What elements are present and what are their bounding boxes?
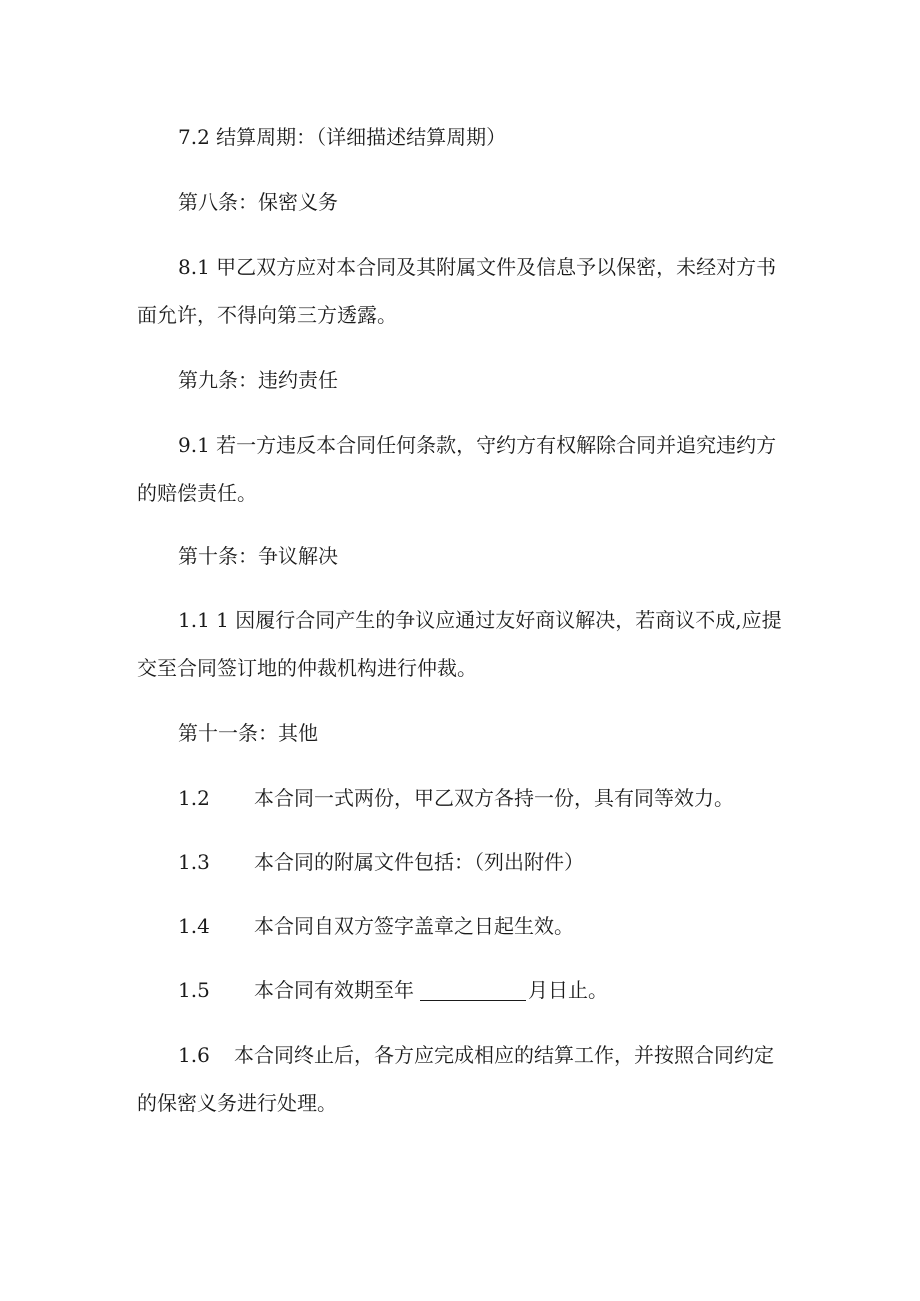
clause-text-end: 月日止。	[528, 978, 608, 1002]
clause-text: 本合同自双方签字盖章之日起生效。	[254, 914, 574, 938]
clause-1-5	[178, 977, 608, 1003]
clause-1-6-line-2: 的保密义务进行处理。	[137, 1091, 337, 1115]
clause-8-1-line-2: 面允许，不得向第三方透露。	[137, 303, 397, 327]
clause-1-2	[178, 785, 734, 811]
clause-9-1-line-2: 的赔偿责任。	[137, 481, 257, 505]
clause-text: 本合同的附属文件包括：（列出附件）	[254, 850, 584, 874]
clause-text: 本合同终止后，各方应完成相应的结算工作，并按照合同约定	[234, 1043, 774, 1067]
article-11-heading: 第十一条：其他	[178, 721, 318, 745]
article-9-heading: 第九条：违约责任	[178, 368, 338, 392]
clause-1-4	[178, 913, 574, 939]
clause-1-1-1-line-2: 交至合同签订地的仲裁机构进行仲裁。	[137, 656, 477, 680]
clause-number: 1.4	[178, 914, 210, 938]
article-10-heading: 第十条：争议解决	[178, 544, 338, 568]
article-8-heading: 第八条：保密义务	[178, 190, 338, 214]
clause-8-1-line-1: 8.1 甲乙双方应对本合同及其附属文件及信息予以保密，未经对方书	[178, 255, 777, 279]
clause-number: 1.6	[178, 1043, 210, 1067]
clause-1-1-1-line-1: 1.1 1 因履行合同产生的争议应通过友好商议解决，若商议不成,应提	[178, 608, 782, 632]
clause-7-2: 7.2 结算周期：（详细描述结算周期）	[178, 125, 507, 149]
clause-1-6-line-1	[178, 1042, 774, 1068]
clause-text: 本合同有效期至年	[254, 978, 414, 1002]
clause-9-1-line-1: 9.1 若一方违反本合同任何条款，守约方有权解除合同并追究违约方	[178, 433, 777, 457]
clause-1-3	[178, 849, 584, 875]
clause-number: 1.2	[178, 786, 210, 810]
fill-in-blank	[420, 980, 526, 1001]
clause-number: 1.5	[178, 978, 210, 1002]
clause-number: 1.3	[178, 850, 210, 874]
clause-text: 本合同一式两份，甲乙双方各持一份，具有同等效力。	[254, 786, 734, 810]
